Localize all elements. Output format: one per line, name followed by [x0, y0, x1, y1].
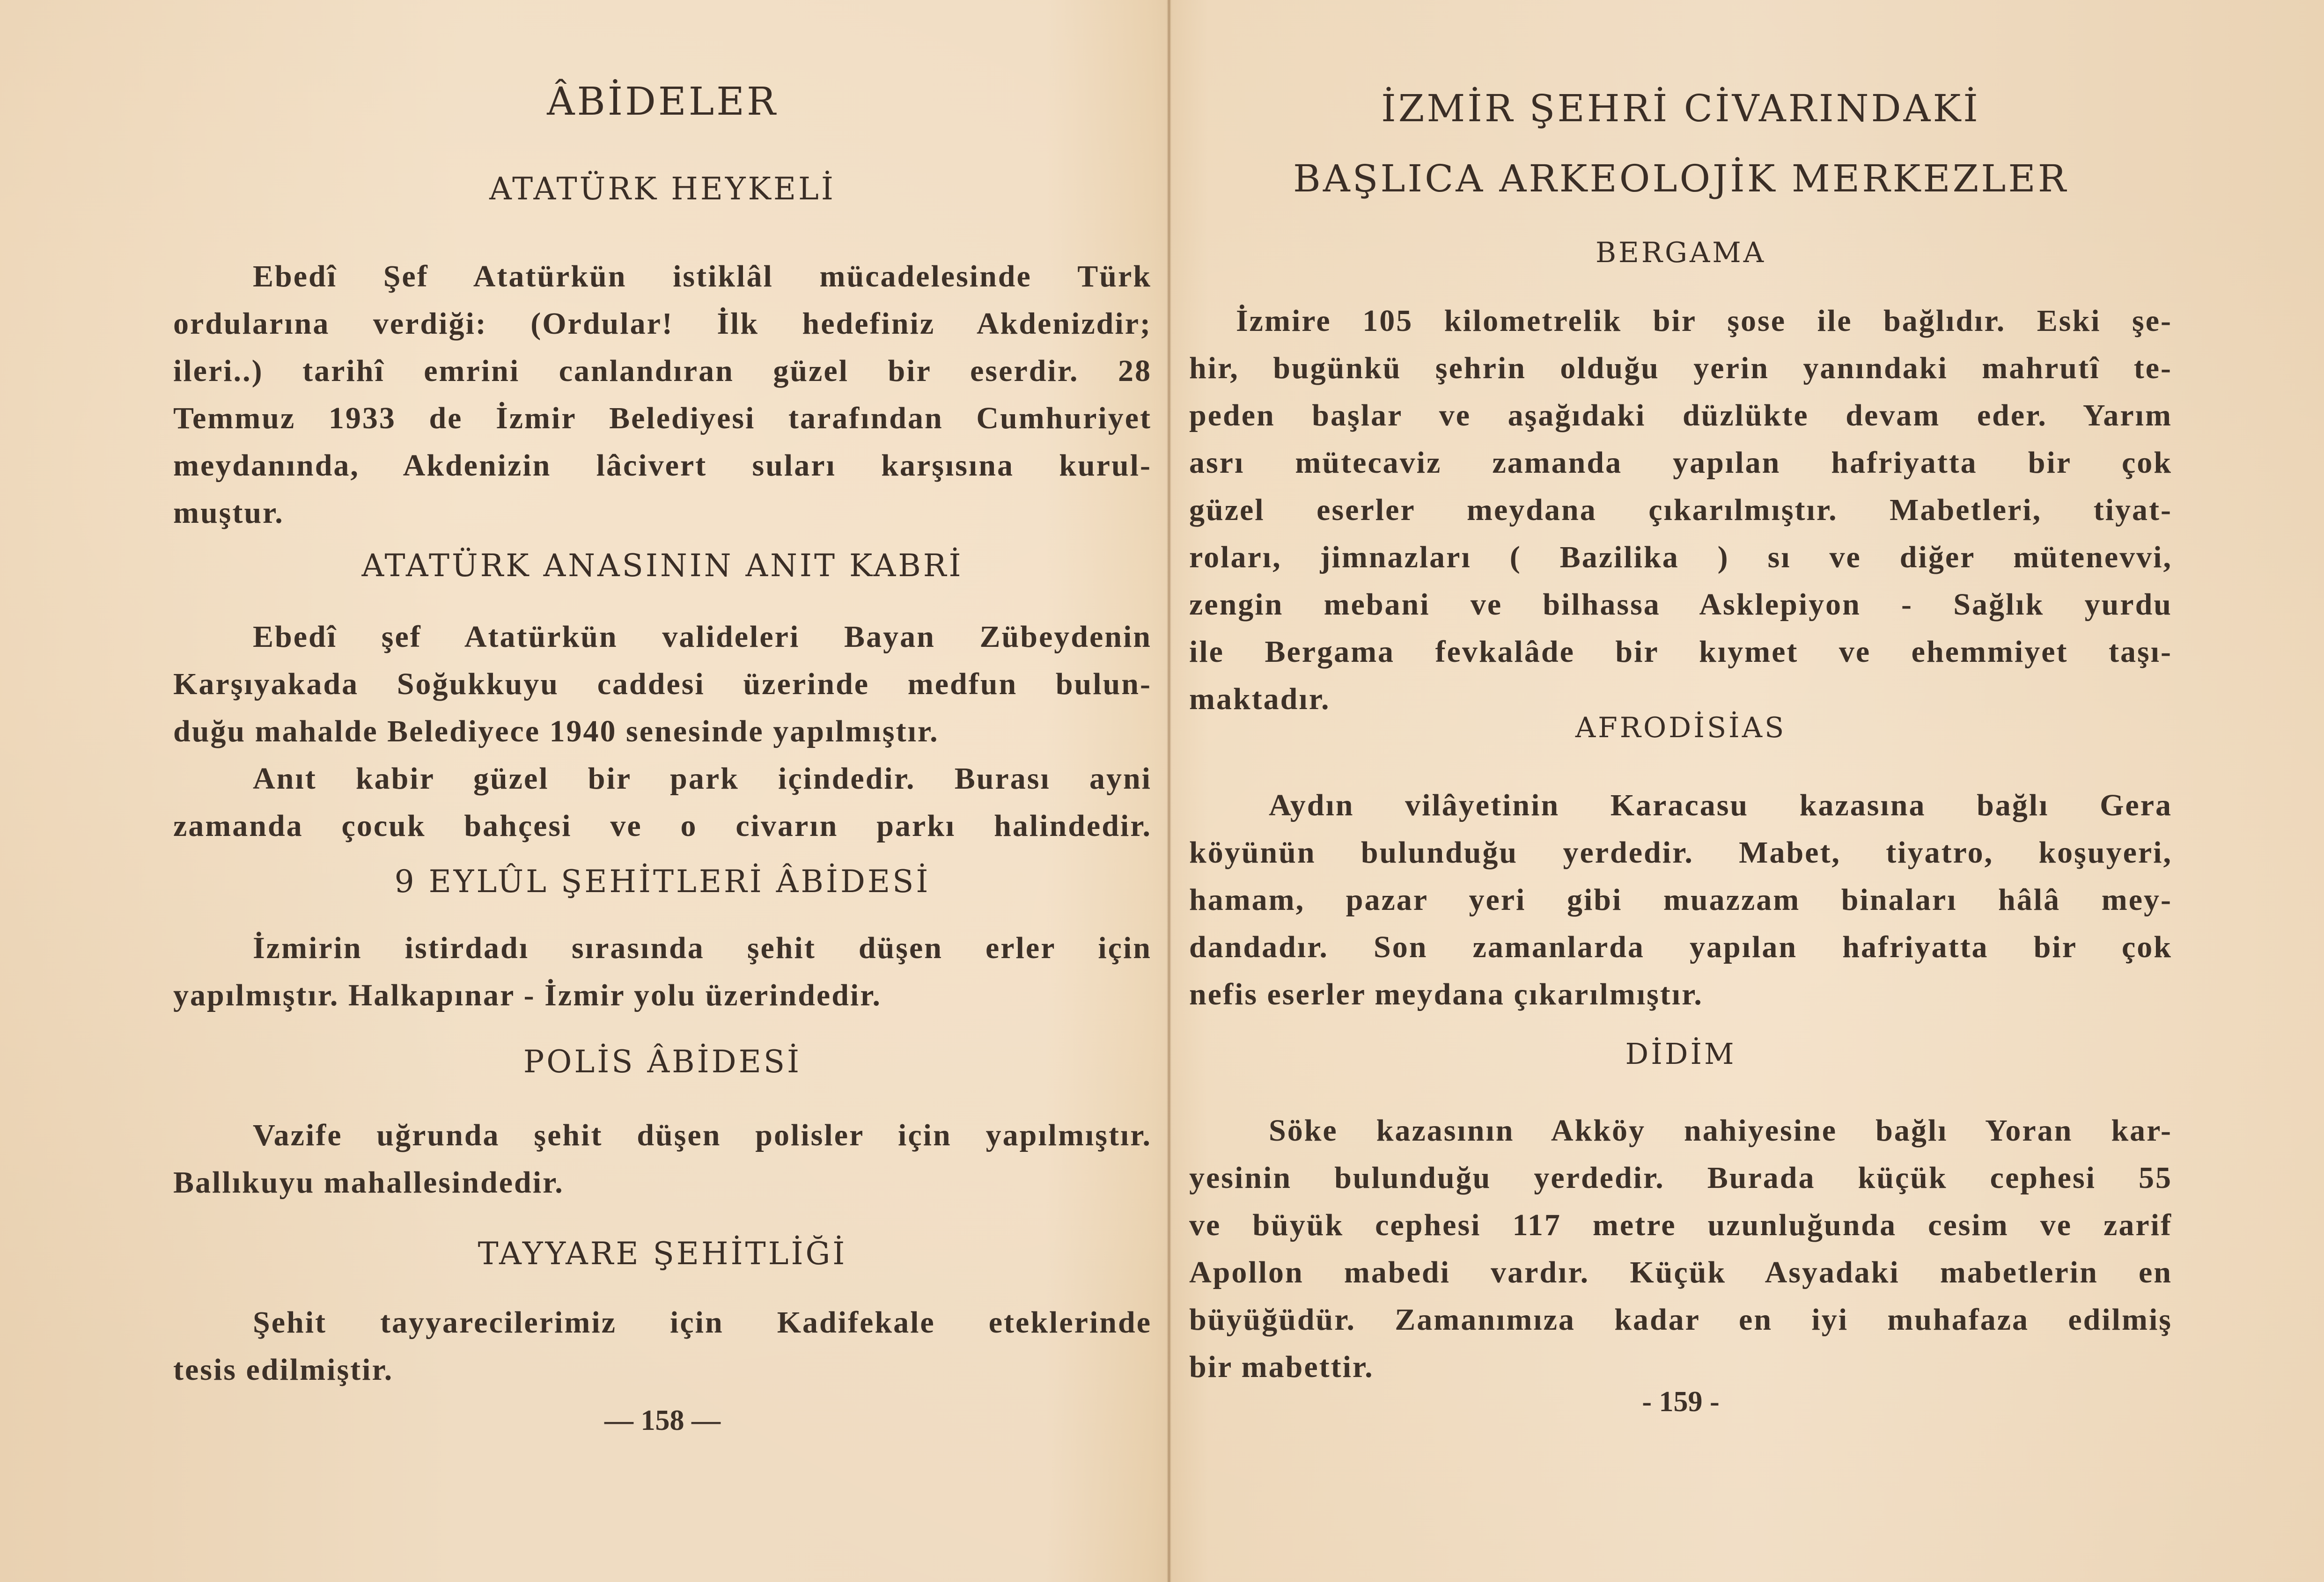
section-body-ataturk-heykeli — [173, 253, 1152, 536]
page-number-left: — 158 — — [604, 1405, 721, 1436]
section-heading-tayyare-sehitligi: TAYYARE ŞEHİTLİĞİ — [478, 1236, 847, 1272]
right-page-title-line1: İZMİR ŞEHRİ CİVARINDAKİ — [1381, 87, 1980, 130]
text-line: Aydın vilâyetinin Karacasu kazasına bağlı Gera — [1269, 788, 2172, 822]
section-heading-afrodisias: AFRODİSİAS — [1575, 711, 1787, 744]
right-page — [1189, 0, 2172, 1582]
section-body-didim — [1189, 1107, 2172, 1391]
text-line: İzmire 105 kilometrelik bir şose ile bağlıdır. Eski şe- — [1236, 304, 2172, 338]
text-line: güzel eserler meydana çıkarılmıştır. Mabetleri, tiyat- — [1189, 493, 2172, 527]
text-line: Ballıkuyu mahallesindedir. — [173, 1165, 564, 1200]
text-line: roları, jimnazları ( Bazilika ) sı ve diğer mütenevvi, — [1189, 540, 2172, 574]
text-line: ve büyük cephesi 117 metre uzunluğunda cesim ve zarif — [1189, 1208, 2172, 1242]
text-line: yapılmıştır. Halkapınar - İzmir yolu üzerindedir. — [173, 978, 882, 1012]
text-line: köyünün bulunduğu yerdedir. Mabet, tiyatro, koşuyeri, — [1189, 835, 2172, 870]
section-body-tayyare-sehitligi — [173, 1299, 1152, 1393]
text-line: Vazife uğrunda şehit düşen polisler için yapılmıştır. — [253, 1118, 1152, 1152]
section-body-bergama — [1189, 297, 2172, 723]
left-page — [173, 0, 1152, 1582]
section-heading-ataturk-heykeli: ATATÜRK HEYKELİ — [489, 171, 836, 207]
page-number-right: - 159 - — [1642, 1386, 1720, 1418]
text-line: duğu mahalde Belediyece 1940 senesinde yapılmıştır. — [173, 714, 939, 748]
text-line: ileri..) tarihî emrini canlandıran güzel bir eserdir. 28 — [173, 354, 1152, 388]
text-line: muştur. — [173, 496, 284, 530]
section-body-polis-abidesi — [173, 1112, 1152, 1206]
text-line: ile Bergama fevkalâde bir kıymet ve ehemmiyet taşı- — [1189, 635, 2172, 669]
section-body-afrodisias — [1189, 782, 2172, 1018]
text-line: hamam, pazar yeri gibi muazzam binaları hâlâ mey- — [1189, 883, 2172, 917]
text-line: peden başlar ve aşağıdaki düzlükte devam eder. Yarım — [1189, 398, 2172, 432]
section-body-anit-kabri — [173, 613, 1152, 850]
text-line: hir, bugünkü şehrin olduğu yerin yanındaki mahrutî te- — [1189, 351, 2172, 385]
text-line: dandadır. Son zamanlarda yapılan hafriyatta bir çok — [1189, 930, 2172, 964]
text-line: meydanında, Akdenizin lâcivert suları karşısına kurul- — [173, 448, 1152, 483]
text-line: zamanda çocuk bahçesi ve o civarın parkı halindedir. — [173, 809, 1152, 843]
text-line: ordularına verdiği: (Ordular! İlk hedefiniz Akdenizdir; — [173, 307, 1152, 341]
section-heading-bergama: BERGAMA — [1595, 236, 1766, 269]
text-line: Şehit tayyarecilerimiz için Kadifekale eteklerinde — [253, 1305, 1152, 1340]
text-line: Karşıyakada Soğukkuyu caddesi üzerinde medfun bulun- — [173, 667, 1152, 701]
text-line: Söke kazasının Akköy nahiyesine bağlı Yoran kar- — [1269, 1113, 2172, 1148]
text-line: büyüğüdür. Zamanımıza kadar en iyi muhafaza edilmiş — [1189, 1303, 2172, 1337]
text-line: Temmuz 1933 de İzmir Belediyesi tarafından Cumhuriyet — [173, 401, 1152, 435]
text-line: maktadır. — [1189, 682, 1331, 716]
text-line: asrı mütecaviz zamanda yapılan hafriyatta bir çok — [1189, 446, 2172, 480]
book-gutter — [1167, 0, 1171, 1582]
text-line: nefis eserler meydana çıkarılmıştır. — [1189, 977, 1703, 1011]
text-line: Ebedî şef Atatürkün valideleri Bayan Zübeydenin — [253, 620, 1152, 654]
section-heading-didim: DİDİM — [1625, 1037, 1736, 1071]
text-line: zengin mebani ve bilhassa Asklepiyon - Sağlık yurdu — [1189, 587, 2172, 622]
section-heading-anit-kabri: ATATÜRK ANASININ ANIT KABRİ — [361, 548, 963, 584]
section-body-9-eylul — [173, 924, 1152, 1019]
left-page-title: ÂBİDELER — [547, 80, 778, 124]
text-line: tesis edilmiştir. — [173, 1353, 394, 1387]
text-line: bir mabettir. — [1189, 1350, 1374, 1384]
text-line: Anıt kabir güzel bir park içindedir. Burası ayni — [253, 762, 1152, 796]
section-heading-polis-abidesi: POLİS ÂBİDESİ — [523, 1044, 802, 1080]
text-line: İzmirin istirdadı sırasında şehit düşen erler için — [253, 931, 1152, 965]
text-line: Apollon mabedi vardır. Küçük Asyadaki mabetlerin en — [1189, 1255, 2172, 1289]
text-line: Ebedî Şef Atatürkün istiklâl mücadelesinde Türk — [253, 259, 1152, 293]
right-page-title-line2: BAŞLICA ARKEOLOJİK MERKEZLER — [1293, 157, 2068, 200]
text-line: yesinin bulunduğu yerdedir. Burada küçük cephesi 55 — [1189, 1161, 2172, 1195]
section-heading-9-eylul: 9 EYLÛL ŞEHİTLERİ ÂBİDESİ — [394, 864, 931, 900]
